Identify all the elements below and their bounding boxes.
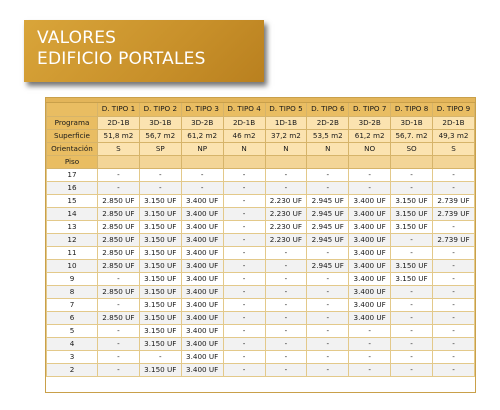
price-cell: 3.400 UF — [181, 337, 223, 350]
price-cell: 3.150 UF — [391, 272, 433, 285]
price-cell: - — [391, 350, 433, 363]
price-cell: 2.850 UF — [98, 246, 140, 259]
floor-number: 9 — [47, 272, 98, 285]
price-cell: 3.400 UF — [349, 259, 391, 272]
price-cell: 2.850 UF — [98, 194, 140, 207]
price-cell: 3.400 UF — [181, 285, 223, 298]
price-cell: - — [98, 181, 140, 194]
price-cell: - — [391, 363, 433, 376]
price-cell: 3.150 UF — [139, 233, 181, 246]
price-cell: 3.150 UF — [139, 285, 181, 298]
price-cell: 2.945 UF — [307, 220, 349, 233]
price-cell: - — [307, 168, 349, 181]
piso-header-blank — [433, 155, 475, 168]
piso-header-body — [47, 155, 475, 168]
column-header-row — [47, 103, 475, 116]
price-cell: 3.400 UF — [181, 363, 223, 376]
attribute-value: N — [223, 142, 265, 155]
price-cell: - — [307, 337, 349, 350]
piso-header-blank — [181, 155, 223, 168]
attribute-value: 2D-2B — [307, 116, 349, 129]
price-cell: - — [433, 259, 475, 272]
price-cell: 3.400 UF — [181, 272, 223, 285]
price-cell: 3.150 UF — [139, 259, 181, 272]
attribute-value: 3D-2B — [181, 116, 223, 129]
price-cell: 2.230 UF — [265, 233, 307, 246]
attribute-value: SP — [139, 142, 181, 155]
price-cell: 3.150 UF — [391, 259, 433, 272]
attribute-value: 46 m2 — [223, 129, 265, 142]
attribute-value: NP — [181, 142, 223, 155]
floor-number: 16 — [47, 181, 98, 194]
price-cell: - — [223, 220, 265, 233]
attribute-value: 61,2 m2 — [349, 129, 391, 142]
price-cell: 2.230 UF — [265, 220, 307, 233]
table-row — [47, 181, 475, 194]
floor-number: 2 — [47, 363, 98, 376]
price-cell: - — [265, 311, 307, 324]
price-cell: 3.150 UF — [139, 246, 181, 259]
table-row — [47, 168, 475, 181]
floor-number: 5 — [47, 324, 98, 337]
attribute-label: Orientación — [47, 142, 98, 155]
attribute-value: 3D-1B — [139, 116, 181, 129]
price-cell: - — [223, 181, 265, 194]
price-cell: - — [349, 350, 391, 363]
price-cell: - — [349, 337, 391, 350]
title-banner — [24, 20, 264, 82]
price-cell: 3.400 UF — [349, 194, 391, 207]
price-cell: - — [433, 337, 475, 350]
price-cell: - — [223, 194, 265, 207]
price-cell: - — [223, 350, 265, 363]
piso-header-blank — [349, 155, 391, 168]
price-cell: 2.850 UF — [98, 259, 140, 272]
price-cell: - — [307, 350, 349, 363]
price-cell: - — [98, 363, 140, 376]
price-cell: 3.400 UF — [181, 259, 223, 272]
price-cell: - — [307, 298, 349, 311]
column-header-4: D. TIPO 4 — [223, 103, 265, 116]
price-cell: - — [433, 363, 475, 376]
title-line-1: VALORES — [37, 28, 117, 48]
price-cell: - — [223, 168, 265, 181]
price-cell: - — [223, 285, 265, 298]
price-cell: 2.739 UF — [433, 233, 475, 246]
price-cell: - — [433, 285, 475, 298]
price-cell: 2.739 UF — [433, 207, 475, 220]
price-cell: - — [307, 363, 349, 376]
piso-header-row — [47, 155, 475, 168]
piso-header-blank — [223, 155, 265, 168]
column-header-3: D. TIPO 3 — [181, 103, 223, 116]
price-cell: - — [391, 285, 433, 298]
attribute-value: 49,3 m2 — [433, 129, 475, 142]
price-cell: 2.850 UF — [98, 285, 140, 298]
price-cell: 3.400 UF — [181, 220, 223, 233]
column-header-2: D. TIPO 2 — [139, 103, 181, 116]
attribute-value: 37,2 m2 — [265, 129, 307, 142]
attribute-value: 3D-2B — [349, 116, 391, 129]
price-cell: 3.150 UF — [139, 311, 181, 324]
floor-number: 6 — [47, 311, 98, 324]
piso-header-label: Piso — [47, 155, 98, 168]
price-cell: 3.400 UF — [181, 298, 223, 311]
floor-number: 12 — [47, 233, 98, 246]
price-cell: - — [265, 246, 307, 259]
price-cell: - — [307, 311, 349, 324]
floor-number: 4 — [47, 337, 98, 350]
prices-table — [46, 103, 475, 377]
price-cell: - — [433, 272, 475, 285]
attribute-value: NO — [349, 142, 391, 155]
table-row — [47, 337, 475, 350]
price-cell: - — [307, 324, 349, 337]
price-cell: - — [139, 350, 181, 363]
title-line-2: EDIFICIO PORTALES — [37, 49, 206, 69]
column-header-8: D. TIPO 8 — [391, 103, 433, 116]
table-row — [47, 272, 475, 285]
price-cell: - — [223, 259, 265, 272]
price-cell: 3.150 UF — [139, 194, 181, 207]
price-cell: - — [433, 181, 475, 194]
price-cell: - — [223, 272, 265, 285]
piso-header-blank — [307, 155, 349, 168]
price-cell: 3.400 UF — [181, 207, 223, 220]
price-cell: - — [98, 272, 140, 285]
price-cell: 3.400 UF — [349, 220, 391, 233]
table-row — [47, 246, 475, 259]
price-cell: 3.150 UF — [391, 207, 433, 220]
price-cell: - — [349, 324, 391, 337]
price-cell: - — [433, 220, 475, 233]
price-cell: - — [265, 363, 307, 376]
price-cell: - — [265, 285, 307, 298]
price-cell: 3.150 UF — [139, 363, 181, 376]
table-row — [47, 207, 475, 220]
table-row — [47, 259, 475, 272]
price-cell: - — [307, 181, 349, 194]
price-cell: - — [391, 168, 433, 181]
price-cell: - — [265, 298, 307, 311]
price-cell: - — [349, 363, 391, 376]
price-cell: - — [391, 298, 433, 311]
floor-number: 13 — [47, 220, 98, 233]
price-cell: - — [223, 233, 265, 246]
price-cell: 3.400 UF — [349, 311, 391, 324]
floors-body — [47, 168, 475, 376]
price-cell: 2.850 UF — [98, 220, 140, 233]
price-cell: 3.400 UF — [349, 207, 391, 220]
price-cell: 2.945 UF — [307, 194, 349, 207]
floor-number: 3 — [47, 350, 98, 363]
price-cell: - — [223, 207, 265, 220]
floor-number: 10 — [47, 259, 98, 272]
table-row — [47, 285, 475, 298]
price-cell: 3.150 UF — [139, 272, 181, 285]
table-row — [47, 220, 475, 233]
price-cell: - — [433, 298, 475, 311]
attribute-value: N — [307, 142, 349, 155]
price-cell: 2.230 UF — [265, 207, 307, 220]
price-cell: 3.150 UF — [139, 220, 181, 233]
attribute-row — [47, 129, 475, 142]
price-cell: 2.945 UF — [307, 207, 349, 220]
table-row — [47, 363, 475, 376]
price-cell: - — [391, 181, 433, 194]
attribute-value: S — [433, 142, 475, 155]
attribute-row — [47, 116, 475, 129]
price-cell: 2.850 UF — [98, 311, 140, 324]
price-cell: 2.945 UF — [307, 233, 349, 246]
table-row — [47, 311, 475, 324]
price-cell: 2.850 UF — [98, 233, 140, 246]
price-cell: - — [139, 181, 181, 194]
attribute-value: 2D-1B — [433, 116, 475, 129]
price-cell: - — [265, 272, 307, 285]
attribute-value: 1D-1B — [265, 116, 307, 129]
floor-number: 7 — [47, 298, 98, 311]
price-cell: - — [433, 350, 475, 363]
price-cell: - — [307, 246, 349, 259]
piso-header-blank — [98, 155, 140, 168]
price-cell: - — [223, 311, 265, 324]
floor-number: 17 — [47, 168, 98, 181]
prices-table-container — [45, 97, 476, 393]
price-cell: - — [265, 168, 307, 181]
price-cell: 3.400 UF — [181, 350, 223, 363]
table-row — [47, 233, 475, 246]
price-cell: 3.400 UF — [181, 324, 223, 337]
column-header-7: D. TIPO 7 — [349, 103, 391, 116]
floor-number: 8 — [47, 285, 98, 298]
table-row — [47, 298, 475, 311]
price-cell: - — [223, 246, 265, 259]
price-cell: - — [98, 324, 140, 337]
price-cell: 2.850 UF — [98, 207, 140, 220]
price-cell: 3.150 UF — [391, 220, 433, 233]
price-cell: 2.230 UF — [265, 194, 307, 207]
attribute-label: Programa — [47, 116, 98, 129]
price-cell: - — [349, 168, 391, 181]
price-cell: - — [98, 337, 140, 350]
price-cell: 3.400 UF — [349, 246, 391, 259]
price-cell: - — [181, 168, 223, 181]
price-cell: - — [181, 181, 223, 194]
attribute-value: S — [98, 142, 140, 155]
price-cell: - — [433, 168, 475, 181]
price-cell: - — [223, 363, 265, 376]
price-cell: - — [223, 324, 265, 337]
price-cell: - — [307, 272, 349, 285]
attribute-value: 3D-1B — [391, 116, 433, 129]
price-cell: 3.400 UF — [181, 194, 223, 207]
price-cell: 3.400 UF — [349, 272, 391, 285]
table-row — [47, 194, 475, 207]
column-header-1: D. TIPO 1 — [98, 103, 140, 116]
price-cell: - — [349, 181, 391, 194]
price-cell: - — [98, 298, 140, 311]
price-cell: - — [433, 311, 475, 324]
price-cell: 3.150 UF — [139, 337, 181, 350]
attribute-value: 56,7 m2 — [139, 129, 181, 142]
price-cell: 3.400 UF — [181, 246, 223, 259]
price-cell: - — [391, 337, 433, 350]
price-cell: - — [391, 246, 433, 259]
floor-number: 14 — [47, 207, 98, 220]
price-cell: - — [265, 259, 307, 272]
price-cell: - — [391, 311, 433, 324]
price-cell: - — [223, 298, 265, 311]
price-cell: 2.739 UF — [433, 194, 475, 207]
attribute-value: 56,7. m2 — [391, 129, 433, 142]
column-header-9: D. TIPO 9 — [433, 103, 475, 116]
attribute-row — [47, 142, 475, 155]
attribute-value: N — [265, 142, 307, 155]
attribute-value: 61,2 m2 — [181, 129, 223, 142]
attribute-value: 51,8 m2 — [98, 129, 140, 142]
attribute-label: Superficie — [47, 129, 98, 142]
price-cell: 3.400 UF — [181, 311, 223, 324]
price-cell: 2.945 UF — [307, 259, 349, 272]
price-cell: - — [433, 324, 475, 337]
attribute-value: 2D-1B — [98, 116, 140, 129]
price-cell: - — [307, 285, 349, 298]
piso-header-blank — [265, 155, 307, 168]
price-cell: - — [265, 181, 307, 194]
price-cell: - — [98, 350, 140, 363]
price-cell: - — [391, 233, 433, 246]
price-cell: 3.400 UF — [349, 285, 391, 298]
price-cell: 3.400 UF — [181, 233, 223, 246]
price-cell: 3.150 UF — [139, 324, 181, 337]
price-cell: 3.150 UF — [391, 194, 433, 207]
price-cell: - — [223, 337, 265, 350]
price-cell: - — [139, 168, 181, 181]
price-cell: - — [98, 168, 140, 181]
table-row — [47, 350, 475, 363]
attributes-body — [47, 116, 475, 155]
price-cell: - — [265, 337, 307, 350]
attribute-value: 53,5 m2 — [307, 129, 349, 142]
price-cell: 3.400 UF — [349, 298, 391, 311]
attribute-value: SO — [391, 142, 433, 155]
header-corner-cell — [47, 103, 98, 116]
column-header-5: D. TIPO 5 — [265, 103, 307, 116]
floor-number: 15 — [47, 194, 98, 207]
piso-header-blank — [391, 155, 433, 168]
price-cell: - — [265, 350, 307, 363]
floor-number: 11 — [47, 246, 98, 259]
price-cell: - — [265, 324, 307, 337]
piso-header-blank — [139, 155, 181, 168]
attribute-value: 2D-1B — [223, 116, 265, 129]
table-row — [47, 324, 475, 337]
price-cell: 3.150 UF — [139, 298, 181, 311]
price-cell: 3.400 UF — [349, 233, 391, 246]
price-cell: - — [391, 324, 433, 337]
price-cell: - — [433, 246, 475, 259]
column-header-6: D. TIPO 6 — [307, 103, 349, 116]
price-cell: 3.150 UF — [139, 207, 181, 220]
